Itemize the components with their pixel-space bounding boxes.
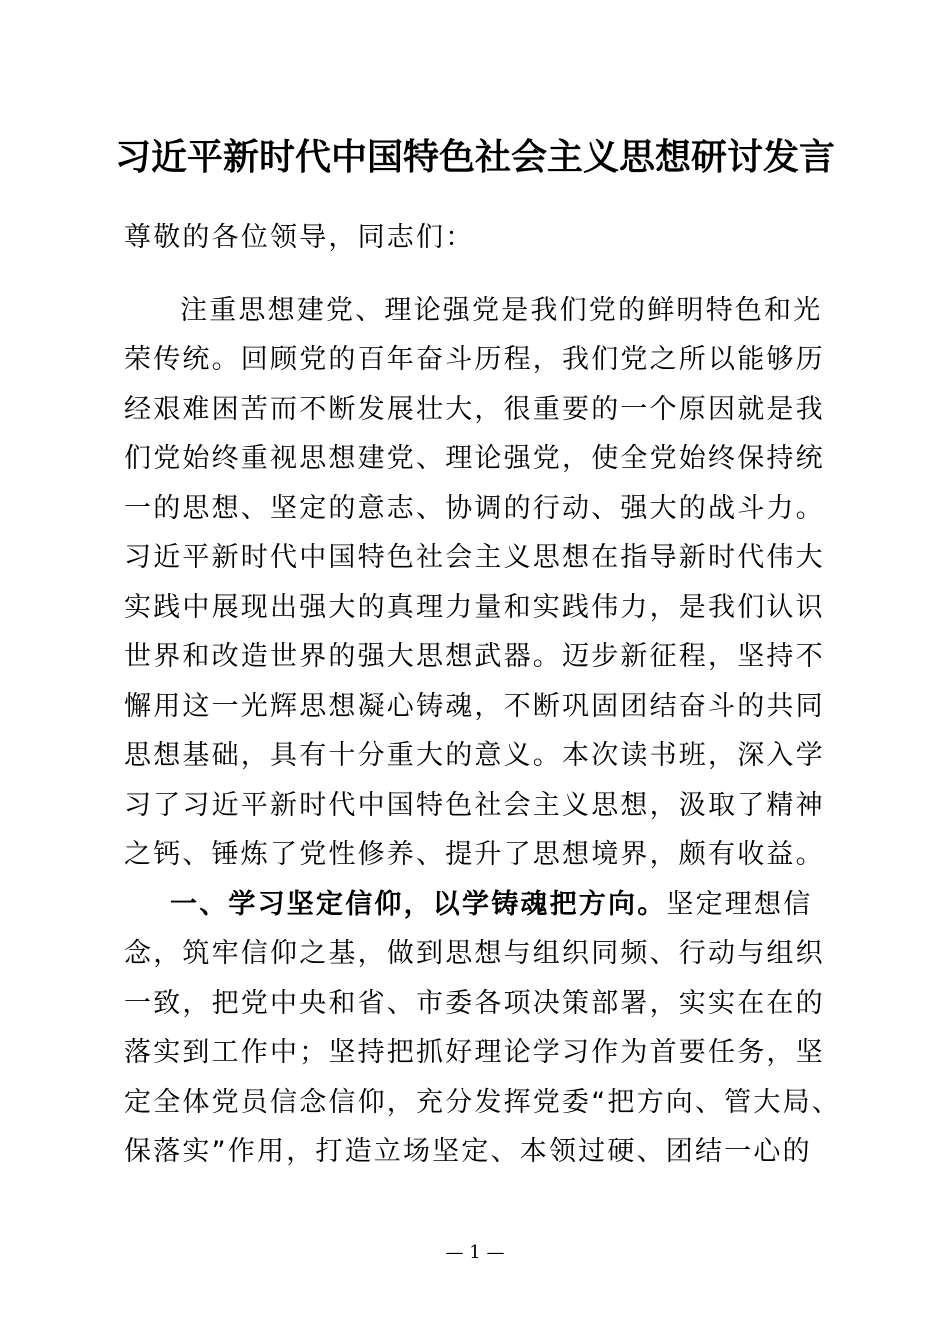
paragraph-line: 一的思想、坚定的意志、协调的行动、强大的战斗力。 [124,493,825,524]
paragraph-line: 们党始终重视思想建党、理论强党，使全党始终保持统 [124,443,825,474]
paragraph-line: 定全体党员信念信仰，充分发挥党委“把方向、管大局、 [124,1087,841,1118]
paragraph-line: 念，筑牢信仰之基，做到思想与组织同频、行动与组织 [124,938,825,969]
paragraph-line: 实践中展现出强大的真理力量和实践伟力，是我们认识 [124,592,825,623]
paragraph-line: 保落实”作用，打造立场坚定、本领过硬、团结一心的 [124,1136,812,1167]
paragraph-line: 思想基础，具有十分重大的意义。本次读书班，深入学 [124,740,825,771]
section-1-heading: 一、学习坚定信仰，以学铸魂把方向。 [170,889,667,920]
paragraph-line: 落实到工作中；坚持把抓好理论学习作为首要任务，坚 [124,1037,825,1068]
paragraph-line: 世界和改造世界的强大思想武器。迈步新征程，坚持不 [124,641,825,672]
salutation: 尊敬的各位领导，同志们： [124,222,475,253]
paragraph-line: 荣传统。回顾党的百年奋斗历程，我们党之所以能够历 [124,344,825,375]
paragraph-line: 之钙、锤炼了党性修养、提升了思想境界，颇有收益。 [124,839,825,870]
section-1-first-line [170,880,830,930]
paragraph-line: 注重思想建党、理论强党是我们党的鲜明特色和光 [180,295,823,326]
paragraph-line: 一致，把党中央和省、市委各项决策部署，实实在在的 [124,988,825,1019]
paragraph-line: 经艰难困苦而不断发展壮大，很重要的一个原因就是我 [124,394,825,425]
section-1-text: 坚定理想信 [666,889,813,920]
page-number: — 1 — [445,1242,505,1263]
paragraph-line: 懈用这一光辉思想凝心铸魂，不断巩固团结奋斗的共同 [124,691,825,722]
paragraph-line: 习了习近平新时代中国特色社会主义思想，汲取了精神 [124,790,825,821]
document-title: 习近平新时代中国特色社会主义思想研讨发言 [114,136,835,178]
paragraph-line: 习近平新时代中国特色社会主义思想在指导新时代伟大 [124,542,825,573]
